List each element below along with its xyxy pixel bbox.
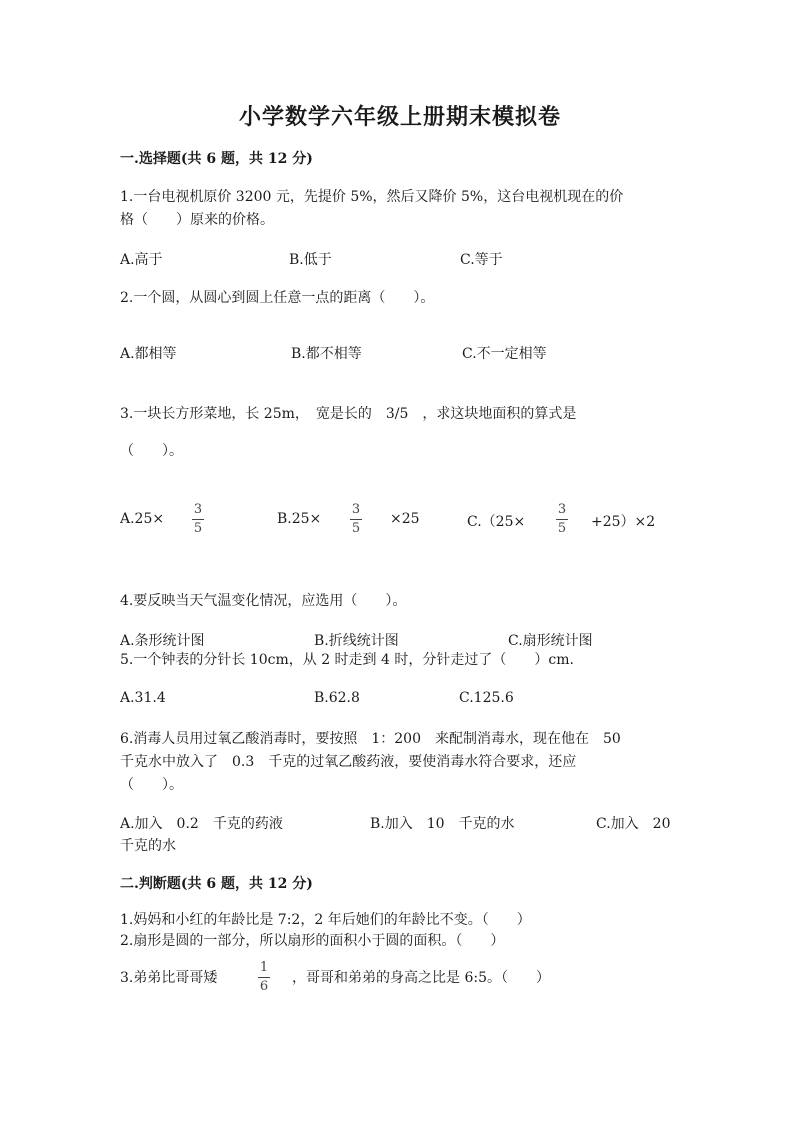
question-3-option-b-label: B.25× — [277, 511, 322, 527]
question-1-line-2: 格（ ）原来的价格。 — [120, 212, 274, 228]
question-3-option-b-suffix: ×25 — [390, 511, 420, 527]
fraction-denominator: 5 — [557, 521, 567, 536]
judgement-item-1: 1.妈妈和小红的年龄比是 7:2，2 年后她们的年龄比不变。（ ） — [120, 912, 531, 928]
fraction-bar — [556, 519, 568, 520]
fraction-denominator: 5 — [351, 521, 361, 536]
question-6-line-3: （ ）。 — [120, 777, 183, 793]
question-3-option-a[interactable] — [120, 511, 164, 527]
fraction-bar — [192, 519, 204, 520]
fraction-numerator: 3 — [351, 502, 361, 517]
question-6-option-c-continued: 千克的水 — [120, 838, 176, 854]
page-title: 小学数学六年级上册期末模拟卷 — [238, 104, 561, 130]
fraction-numerator: 1 — [259, 960, 269, 975]
judgement-item-2: 2.扇形是圆的一部分，所以扇形的面积小于圆的面积。（ ） — [120, 933, 505, 949]
judgement-item-3-suffix: ，哥哥和弟弟的身高之比是 6:5。（ ） — [292, 970, 550, 986]
question-1-option-a[interactable]: A.高于 — [120, 252, 163, 268]
fraction-one-sixth — [258, 960, 270, 995]
fraction-numerator: 3 — [193, 502, 203, 517]
fraction-denominator: 6 — [259, 979, 269, 994]
fraction-bar — [350, 519, 362, 520]
question-4-line-1: 4.要反映当天气温变化情况，应选用（ ）。 — [120, 593, 407, 609]
question-3-option-a-label: A.25× — [120, 511, 165, 527]
question-2-line-1: 2.一个圆，从圆心到圆上任意一点的距离（ ）。 — [120, 290, 435, 306]
question-4-option-b[interactable]: B.折线统计图 — [314, 633, 399, 649]
judgement-item-3-prefix: 3.弟弟比哥哥矮 — [120, 970, 218, 986]
fraction-denominator: 5 — [193, 521, 203, 536]
question-6-line-1: 6.消毒人员用过氧乙酸消毒时，要按照 1：200 来配制消毒水，现在他在 50 — [120, 731, 621, 747]
question-3-line-2: （ ）。 — [120, 443, 183, 459]
question-4-option-c[interactable]: C.扇形统计图 — [508, 633, 593, 649]
question-2-option-c[interactable]: C.不一定相等 — [462, 346, 547, 362]
question-6-option-a[interactable]: A.加入 0.2 千克的药液 — [120, 816, 283, 832]
question-3-option-c-suffix: +25）×2 — [591, 514, 656, 530]
question-2-option-a[interactable]: A.都相等 — [120, 346, 177, 362]
fraction-three-fifths — [192, 502, 204, 537]
fraction-numerator: 3 — [557, 502, 567, 517]
fraction-bar — [258, 977, 270, 978]
section-heading-choice: 一.选择题(共 6 题，共 12 分) — [120, 151, 313, 167]
fraction-three-fifths — [556, 502, 568, 537]
question-4-option-a[interactable]: A.条形统计图 — [120, 633, 205, 649]
question-3-option-c[interactable] — [467, 511, 525, 531]
question-5-option-a[interactable]: A.31.4 — [120, 690, 166, 706]
question-6-line-2: 千克水中放入了 0.3 千克的过氧乙酸药液，要使消毒水符合要求，还应 — [120, 754, 577, 770]
question-3-option-b[interactable] — [277, 511, 321, 527]
question-5-line-1: 5.一个钟表的分针长 10cm，从 2 时走到 4 时，分针走过了（ ）cm. — [120, 652, 574, 668]
question-6-option-c[interactable]: C.加入 20 — [596, 816, 671, 832]
question-3-line-1: 3.一块长方形菜地，长 25m， 宽是长的 3/5 ，求这块地面积的算式是 — [120, 406, 577, 422]
question-5-option-b[interactable]: B.62.8 — [314, 690, 360, 706]
question-1-line-1: 1.一台电视机原价 3200 元，先提价 5%，然后又降价 5%，这台电视机现在的价 — [120, 189, 624, 205]
question-3-option-c-label: C.（25× — [467, 514, 526, 530]
question-1-option-b[interactable]: B.低于 — [289, 252, 332, 268]
fraction-three-fifths — [350, 502, 362, 537]
section-heading-judgement: 二.判断题(共 6 题，共 12 分) — [120, 876, 313, 892]
question-5-option-c[interactable]: C.125.6 — [459, 690, 514, 706]
question-1-option-c[interactable]: C.等于 — [460, 252, 503, 268]
question-2-option-b[interactable]: B.都不相等 — [291, 346, 362, 362]
question-6-option-b[interactable]: B.加入 10 千克的水 — [370, 816, 515, 832]
